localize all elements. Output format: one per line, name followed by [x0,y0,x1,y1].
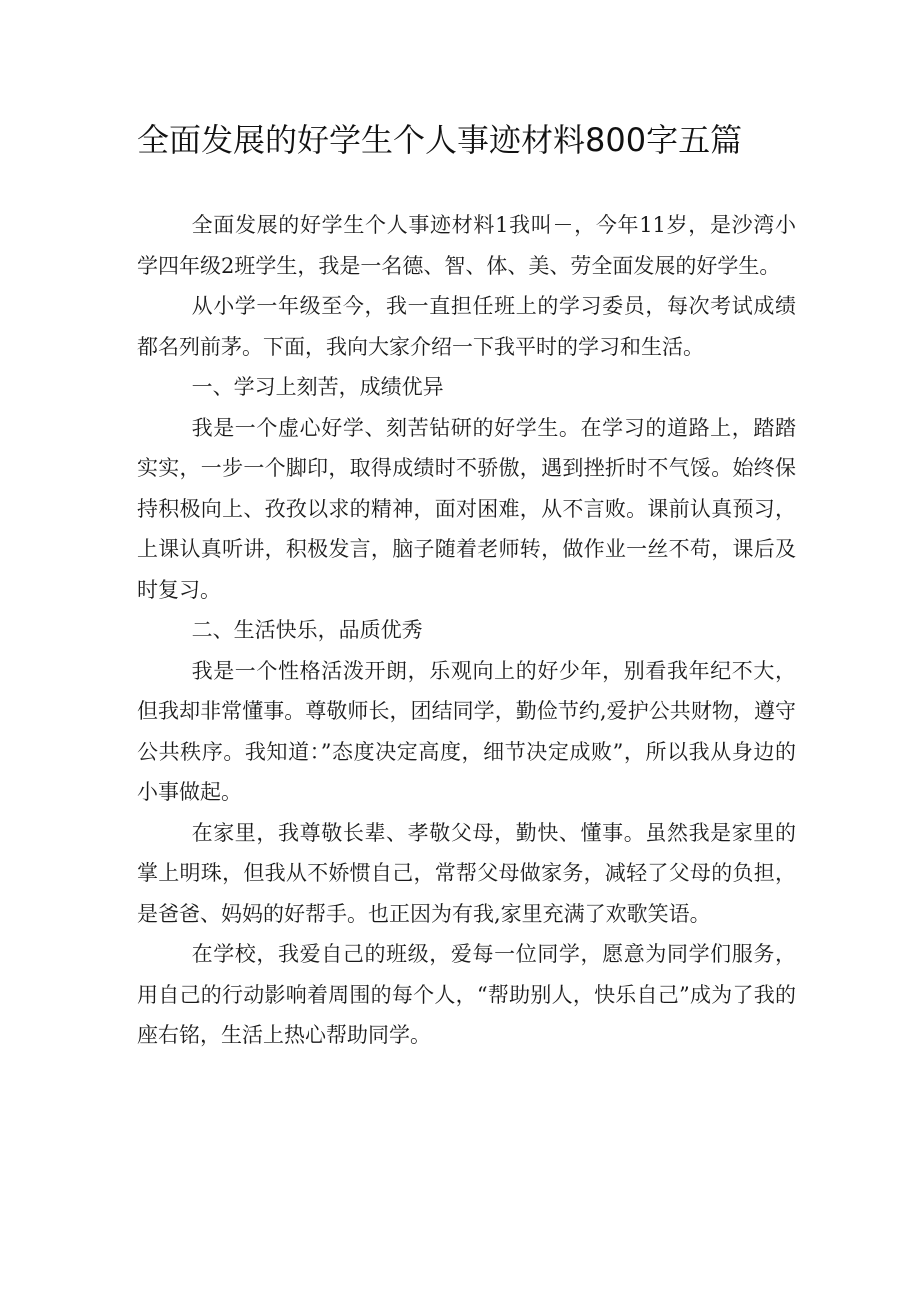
paragraph-study: 我是一个虚心好学、刻苦钻研的好学生。在学习的道路上，踏踏实实，一步一个脚印，取得成绩时不骄傲，遇到挫折时不气馁。始终保持积极向上、孜孜以求的精神，面对困难，从不言败。课前认真预习，上课认真听讲，积极发言，脑子随着老师转，做作业一丝不苟，课后及时复习。 [137,415,796,602]
paragraph-school: 在学校，我爱自己的班级，爱每一位同学，愿意为同学们服务，用自己的行动影响着周围的每个人，“帮助别人，快乐自己”成为了我的座右铭，生活上热心帮助同学。 [137,942,796,1047]
paragraph-home: 在家里，我尊敬长辈、孝敬父母，勤快、懂事。虽然我是家里的掌上明珠，但我从不娇惯自己，常帮父母做家务，减轻了父母的负担，是爸爸、妈妈的好帮手。也正因为有我,家里充满了欢歌笑语。 [137,820,796,926]
paragraph-overview: 从小学一年级至今，我一直担任班上的学习委员，每次考试成绩都名列前茅。下面，我向大家介绍一下我平时的学习和生活。 [137,294,796,359]
paragraph-character: 我是一个性格活泼开朗，乐观向上的好少年，别看我年纪不大，但我却非常懂事。尊敬师长，团结同学，勤俭节约,爱护公共财物，遵守公共秩序。我知道：”态度决定高度，细节决定成败”，所以我从身边的小事做起。 [137,658,796,804]
document-title: 全面发展的好学生个人事迹材料800字五篇 [137,121,743,159]
section-heading-study: 一、学习上刻苦，成绩优异 [191,375,444,399]
paragraph-intro: 全面发展的好学生个人事迹材料1我叫－，今年11岁，是沙湾小学四年级2班学生，我是一名德、智、体、美、劳全面发展的好学生。 [137,213,796,278]
document-body [137,205,796,1056]
section-heading-life: 二、生活快乐，品质优秀 [191,618,423,642]
